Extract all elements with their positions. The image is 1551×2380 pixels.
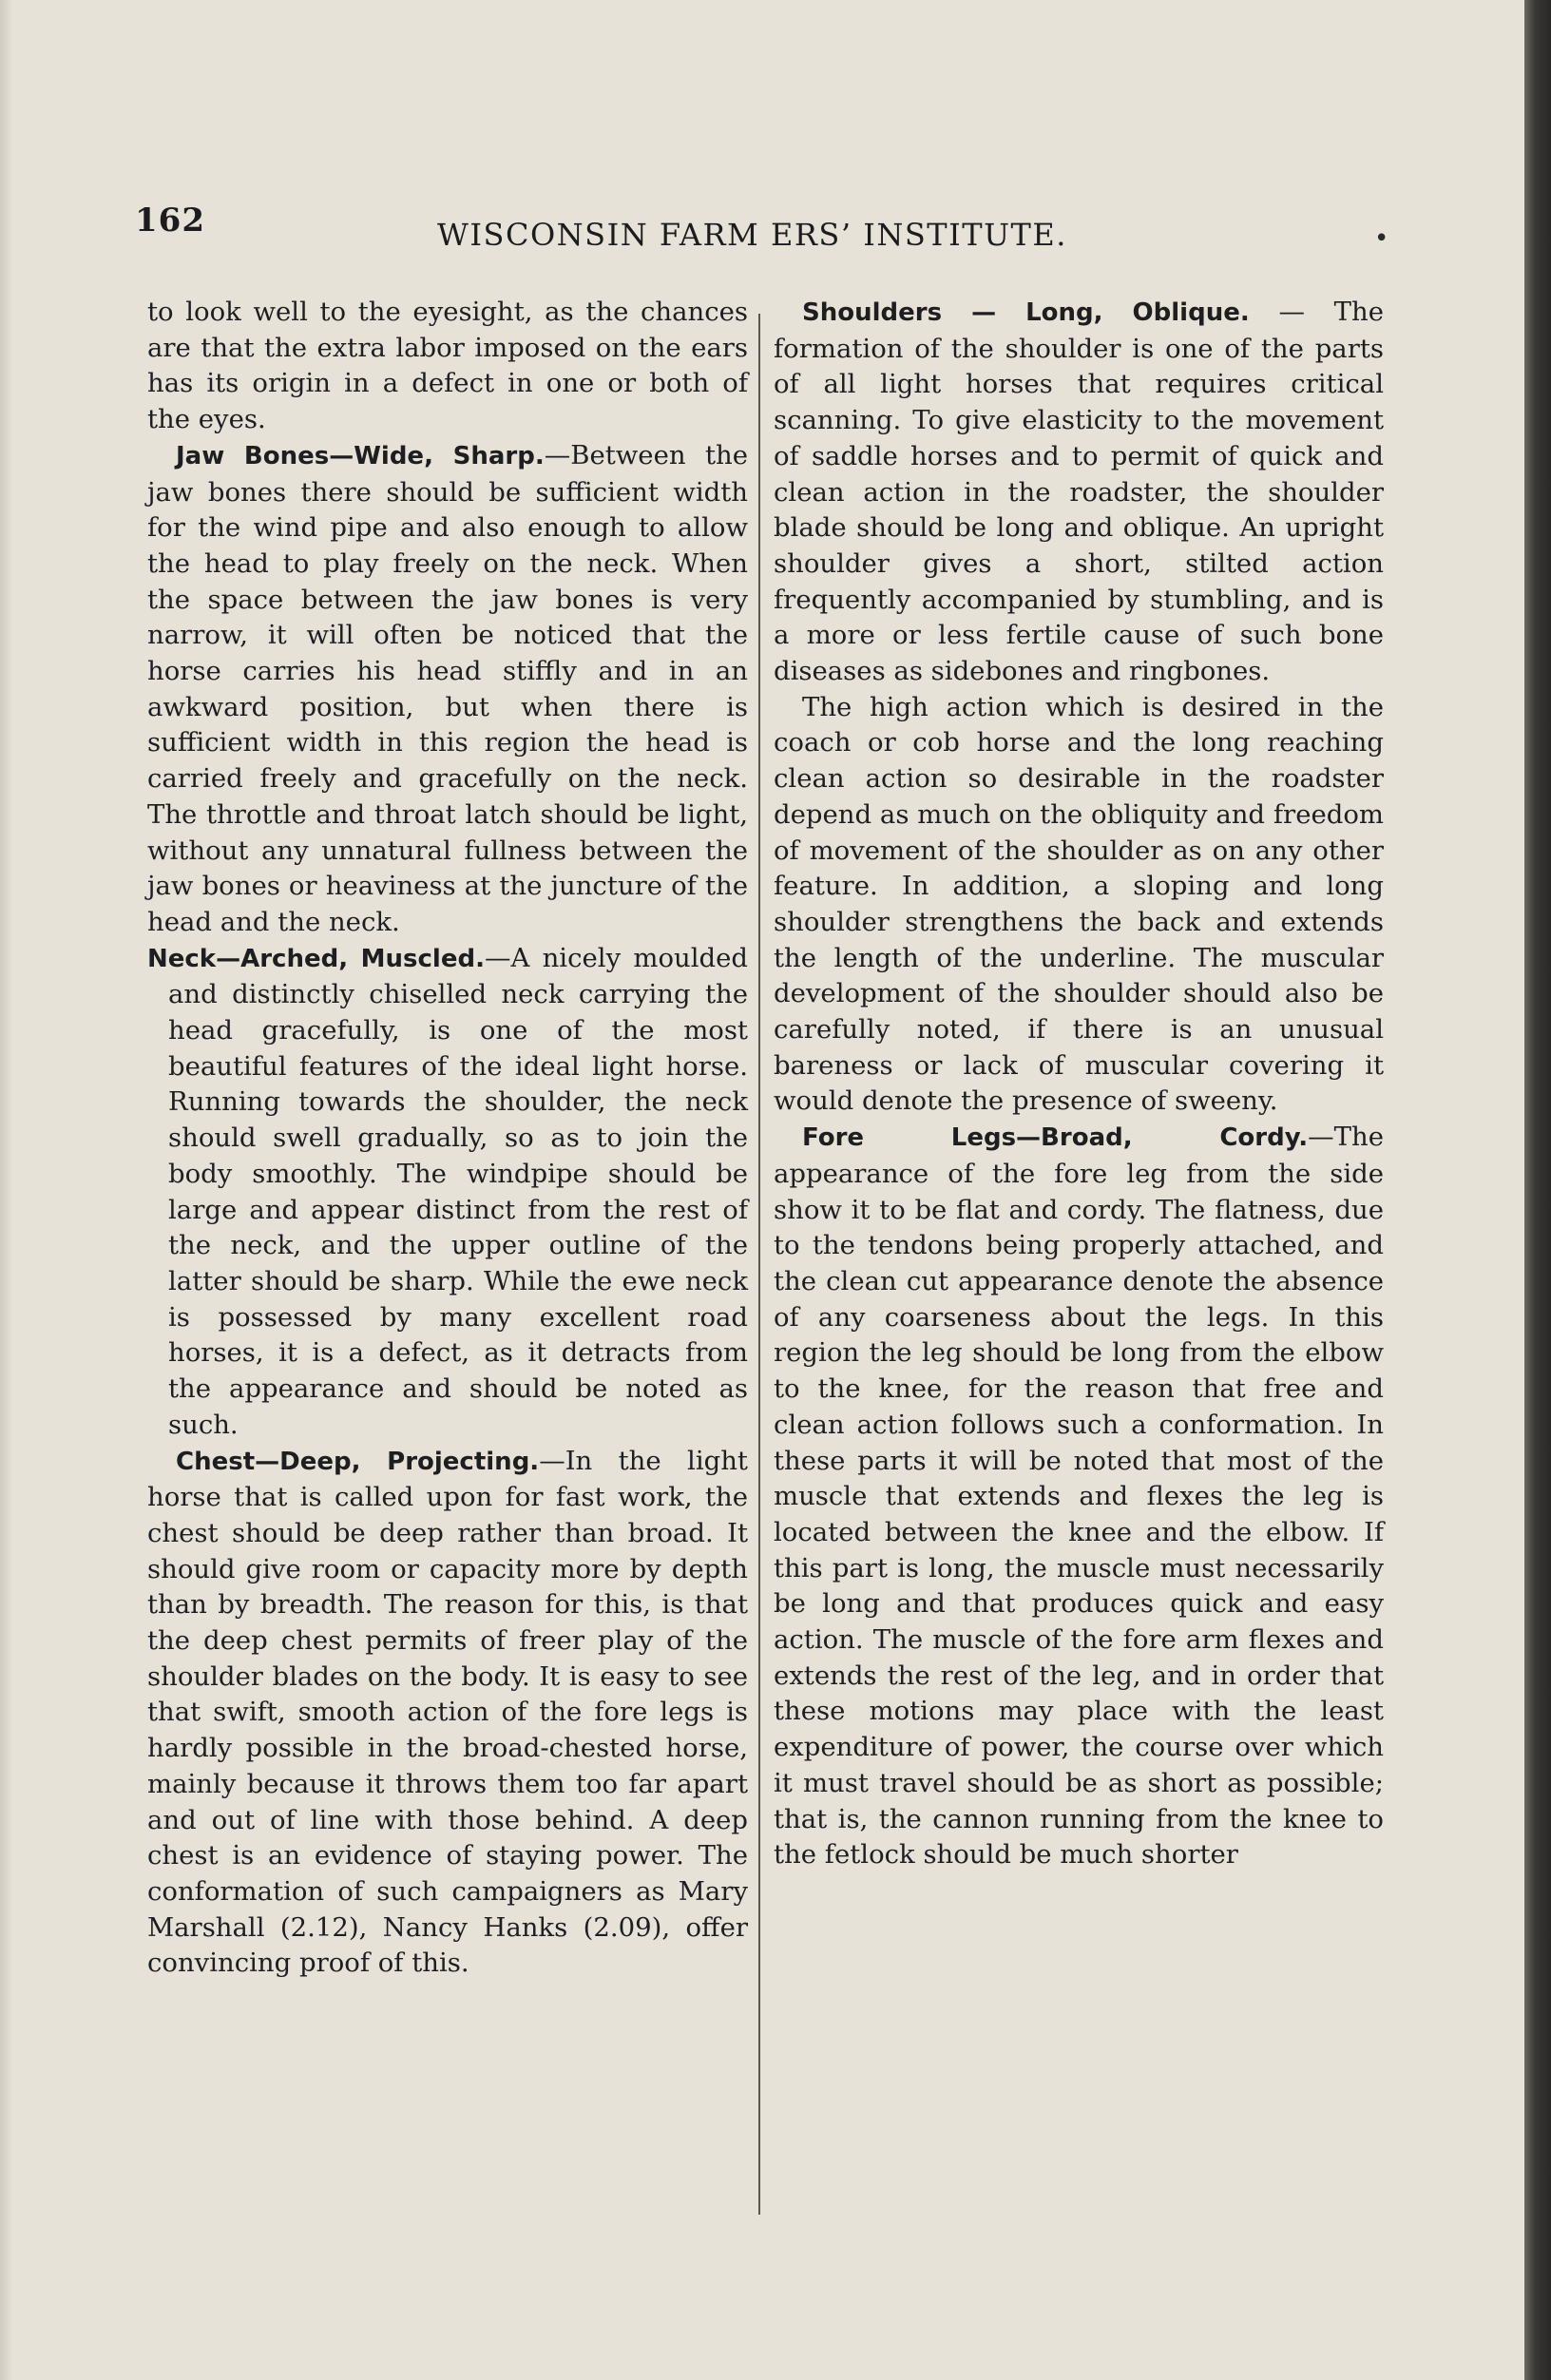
running-head: WISCONSIN FARM ERS’ INSTITUTE. [437, 217, 1067, 253]
heading-jaw-bones: Jaw Bones—Wide, Sharp. [176, 441, 545, 470]
header-bullet: • [1374, 224, 1389, 253]
heading-fore-legs: Fore Legs—Broad, Cordy. [802, 1123, 1309, 1153]
page-edge-shadow [1524, 0, 1551, 2380]
paragraph-eyesight: to look well to the eyesight, as the chances are that the extra labor imposed on the ears has its origin in a defect in one or both of the eyes. [147, 297, 748, 435]
column-divider [758, 314, 760, 2215]
left-column [147, 295, 748, 1982]
text-fore-legs: —The appearance of the fore leg from the side show it to be flat and cordy. The flatness, due to the tendons being properly attached, and the clean cut appearance denote the absence of any coarseness about the legs. In this region the leg should be long from the elbow to the knee, for the reason that free and clean action follows such a conformation. In these parts it will be noted that most of the muscle that extends and flexes the leg is located between the knee and the elbow. If this part is long, the muscle must necessarily be long and that produces quick and easy action. The muscle of the fore arm flexes and extends the rest of the leg, and in order that these motions may place with the least expenditure of power, the course over which it must travel should be as short as possible; that is, the cannon running from the knee to the fetlock should be much shorter [774, 1122, 1384, 1871]
page-header [135, 202, 1389, 259]
paragraph-neck [147, 941, 748, 1444]
text-chest: —In the light horse that is called upon for fast work, the chest should be deep rather than broad. It should give room or capacity more by depth than by breadth. The reason for this, is that the deep chest permits of freer play of the shoulder blades on the body. It is easy to see that swift, smooth action of the fore legs is hardly possible in the broad-chested horse, mainly because it throws them too far apart and out of line with those behind. A deep chest is an evidence of staying power. The conformation of such campaigners as Mary Marshall (2.12), Nancy Hanks (2.09), offer convincing proof of this. [147, 1445, 748, 1979]
page-gutter-shadow [0, 0, 13, 2380]
paragraph-high-action: The high action which is desired in the coach or cob horse and the long reaching clean action so desirable in the roadster depend as much on the obliquity and freedom of movement of the shoulder as on any other feature. In addition, a sloping and long shoulder strengthens the back and extends the length of the underline. The muscular development of the shoulder should also be carefully noted, if there is an unusual bareness or lack of muscular covering it would denote the presence of sweeny. [774, 691, 1384, 1117]
page-number: 162 [135, 202, 205, 240]
paragraph-shoulders [774, 295, 1384, 690]
paragraph-chest [147, 1444, 748, 1983]
paragraph-jaw-bones [147, 438, 748, 941]
right-column [774, 295, 1384, 1873]
text-jaw-bones: —Between the jaw bones there should be sufficient width for the wind pipe and also enough to allow the head to play freely on the neck. When the space between the jaw bones is very narrow, it will often be noticed that the horse carries his head stiffly and in an awkward position, but when there is sufficient width in this region the head is carried freely and gracefully on the neck. The throttle and throat latch should be light, without any unnatural fullness between the jaw bones or heaviness at the juncture of the head and the neck. [147, 439, 748, 937]
heading-shoulders: Shoulders — Long, Oblique. [802, 298, 1250, 327]
heading-neck: Neck—Arched, Muscled. [147, 944, 485, 973]
heading-chest: Chest—Deep, Projecting. [176, 1447, 540, 1476]
text-shoulders: — The formation of the shoulder is one of the parts of all light horses that requires critical scanning. To give elasticity to the movement of saddle horses and to permit of quick and clean action in the roadster, the shoulder blade should be long and oblique. An upright shoulder gives a short, stilted action frequently accompanied by stumbling, and is a more or less fertile cause of such bone diseases as sidebones and ringbones. [774, 297, 1384, 687]
text-neck: —A nicely moulded and distinctly chiselled neck carrying the head gracefully, is one of the most beautiful features of the ideal light horse. Running towards the shoulder, the neck should swell gradually, so as to join the body smoothly. The windpipe should be large and appear distinct from the rest of the neck, and the upper outline of the latter should be sharp. While the ewe neck is possessed by many excellent road horses, it is a defect, as it detracts from the appearance and should be noted as such. [168, 942, 748, 1440]
paragraph-fore-legs [774, 1120, 1384, 1873]
